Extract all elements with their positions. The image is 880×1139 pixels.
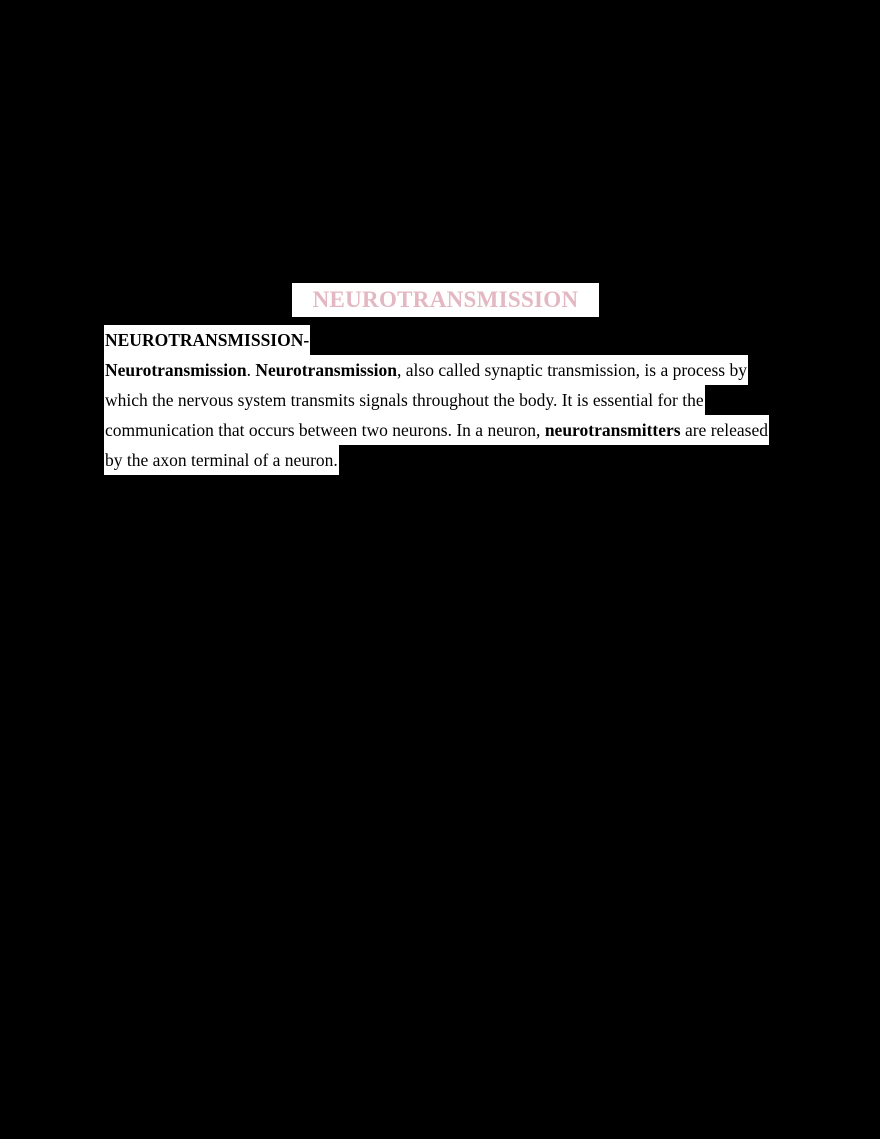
section-heading: NEUROTRANSMISSION- [104,325,310,355]
body-text: by the axon terminal of a neuron. [105,450,338,470]
paragraph-line [104,355,748,385]
document-body [104,325,776,475]
body-text: communication that occurs between two neurons. In a neuron, [105,420,545,440]
paragraph-line [104,385,705,415]
body-text: . [246,360,256,380]
paragraph-line [104,445,339,475]
emphasis-text: neurotransmitters [544,420,681,440]
paragraph-line [104,415,769,445]
page-title: NEUROTRANSMISSION [312,287,579,312]
paragraph-row [104,445,776,475]
paragraph-row [104,355,776,385]
heading-row [104,325,776,355]
paragraph-row [104,415,776,445]
body-text: , also called synaptic transmission, is a process by [397,360,747,380]
emphasis-text: Neurotransmission [105,360,247,380]
body-text: which the nervous system transmits signals throughout the body. It is essential for the [105,390,704,410]
emphasis-text: Neurotransmission [255,360,398,380]
body-text: are released [680,420,769,440]
paragraph-row [104,385,776,415]
document-title-banner [292,283,599,317]
